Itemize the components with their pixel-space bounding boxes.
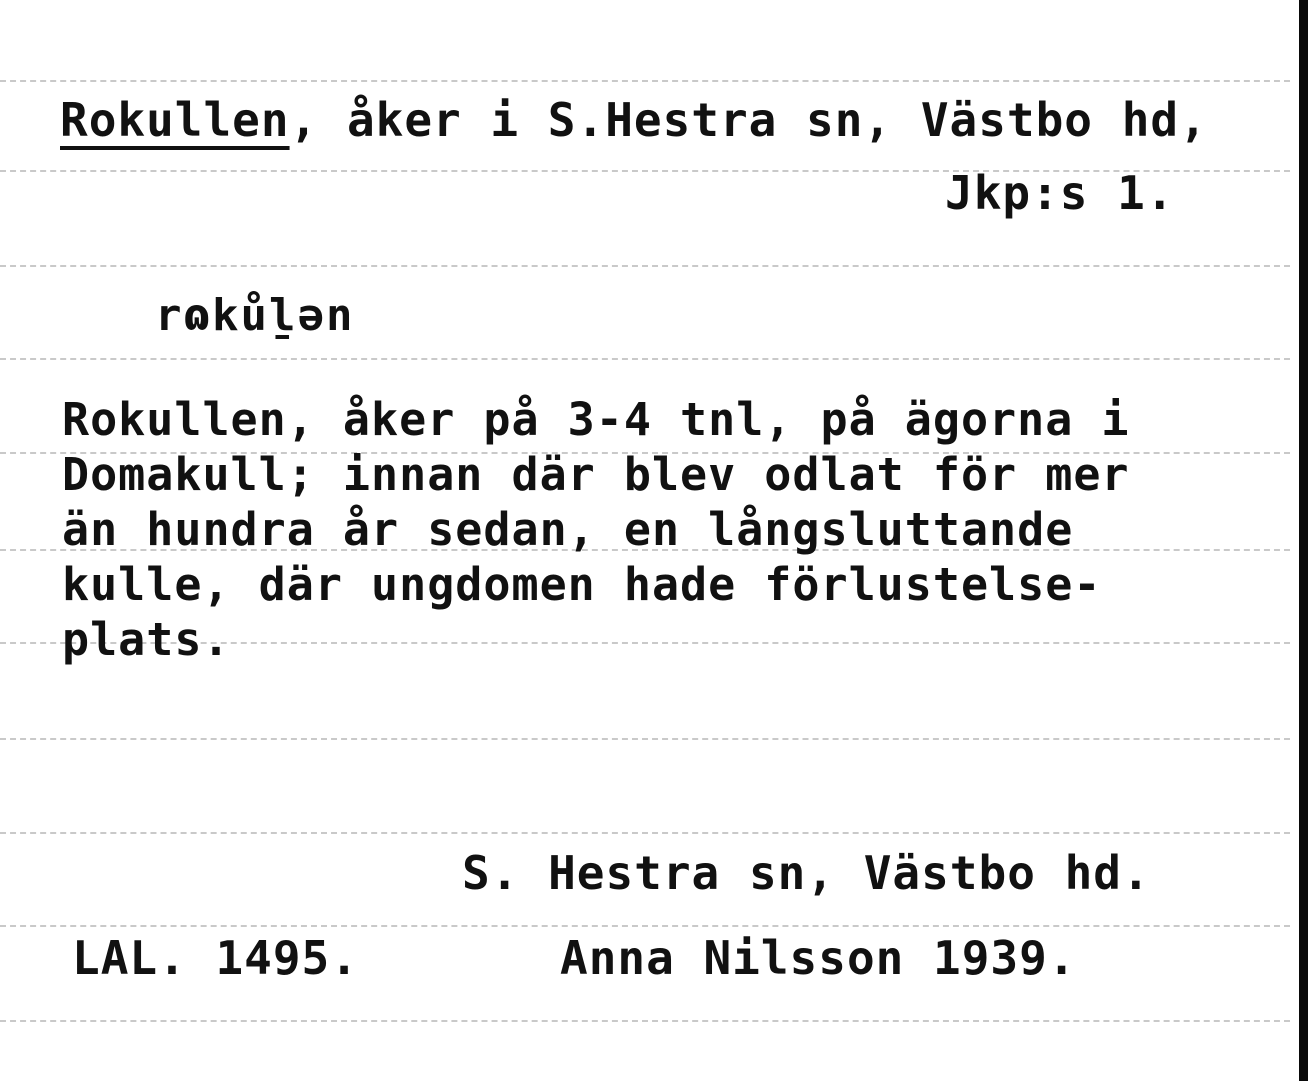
ruled-line <box>0 265 1290 267</box>
county-code: Jkp:s 1. <box>945 166 1175 220</box>
ruled-line <box>0 358 1290 360</box>
description-line: Rokullen, åker på 3-4 tnl, på ägorna i <box>62 393 1130 446</box>
description-line: än hundra år sedan, en långsluttande <box>62 503 1074 556</box>
card-heading <box>60 93 1208 147</box>
phonetic-transcription: rɷkůḻən <box>155 290 355 341</box>
description <box>62 392 1130 667</box>
ruled-line <box>0 832 1290 834</box>
description-line: kulle, där ungdomen hade förlustelse- <box>62 558 1102 611</box>
card-edge <box>1299 0 1308 1081</box>
heading-rest: , åker i S.Hestra sn, Västbo hd, <box>289 93 1208 147</box>
ruled-line <box>0 1020 1290 1022</box>
collector: Anna Nilsson 1939. <box>560 931 1077 985</box>
description-line: plats. <box>62 613 231 666</box>
ruled-line <box>0 80 1290 82</box>
description-line: Domakull; innan där blev odlat för mer <box>62 448 1130 501</box>
locality: S. Hestra sn, Västbo hd. <box>462 846 1151 900</box>
headword: Rokullen <box>60 93 290 147</box>
archive-number: LAL. 1495. <box>72 931 359 985</box>
ruled-line <box>0 925 1290 927</box>
ruled-line <box>0 738 1290 740</box>
